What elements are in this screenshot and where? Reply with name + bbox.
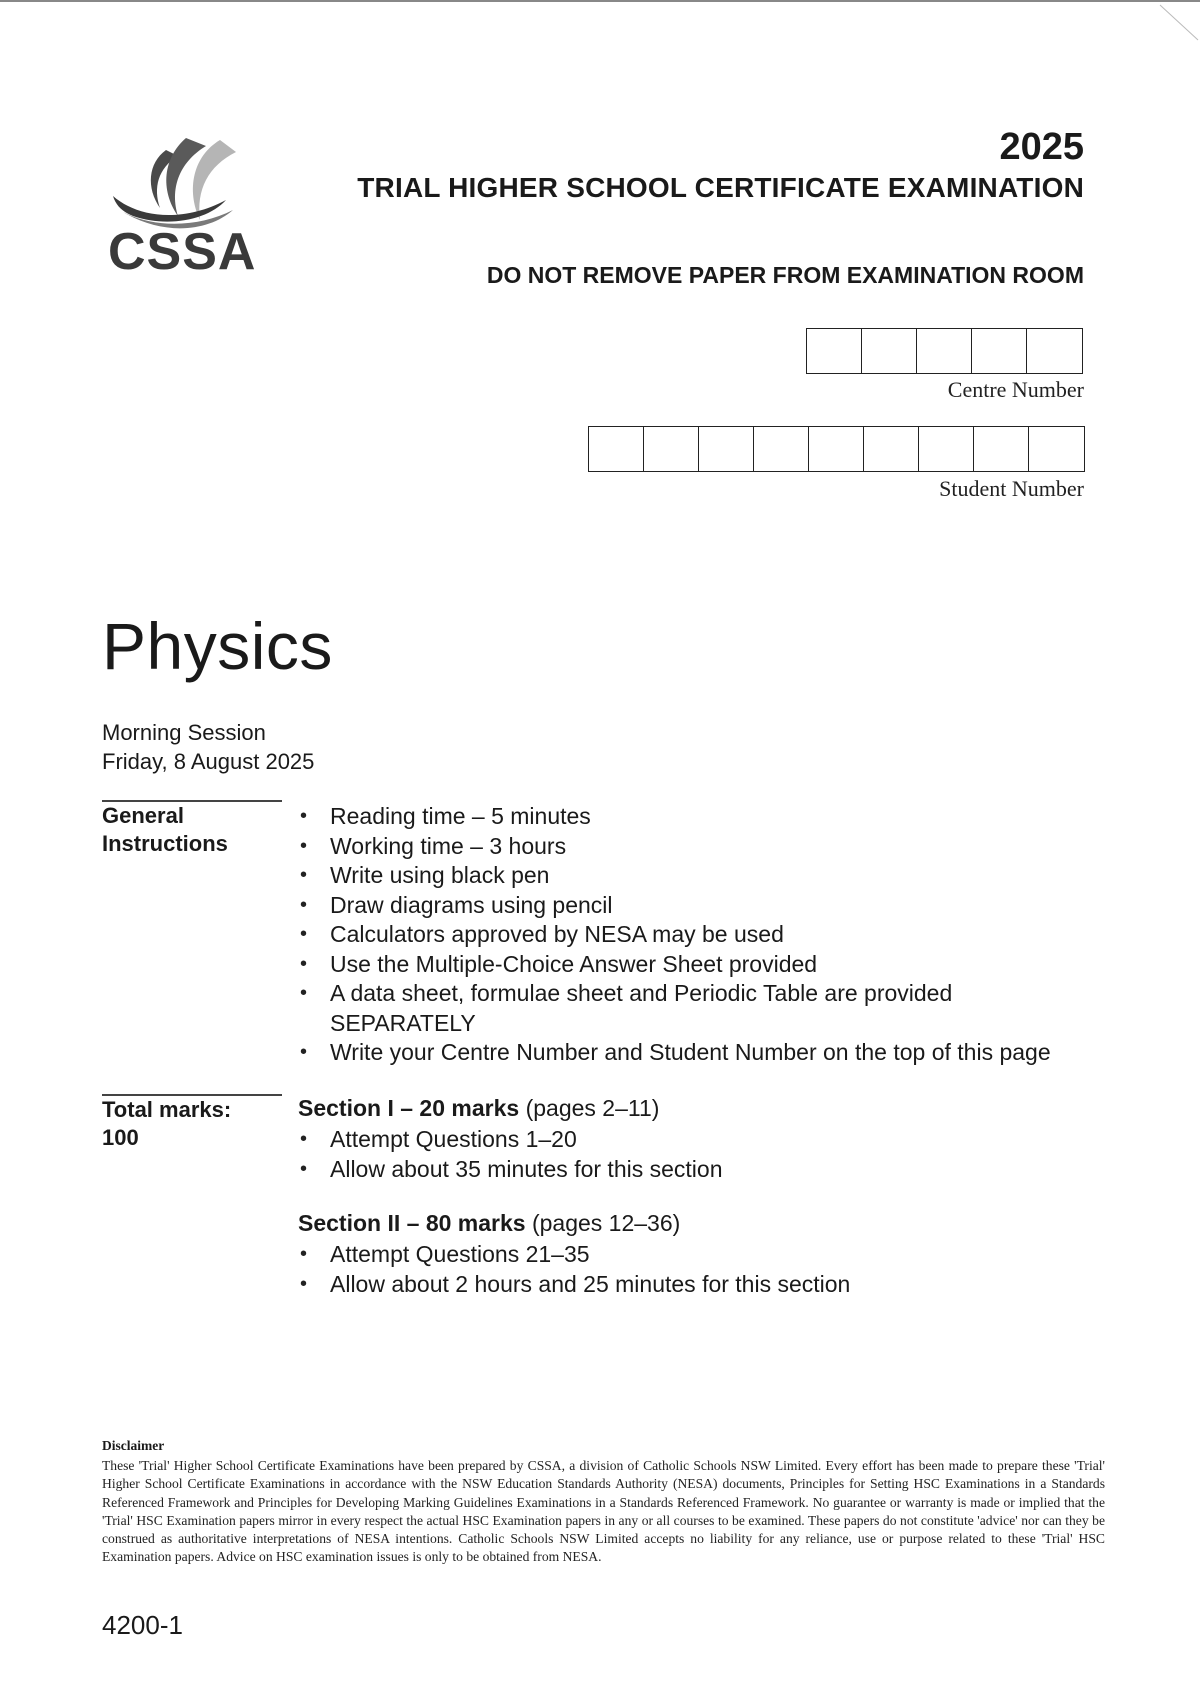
list-item: • Attempt Questions 21–35 xyxy=(300,1240,850,1270)
centre-number-label: Centre Number xyxy=(947,377,1084,402)
total-marks xyxy=(102,1096,231,1152)
exam-year: 2025 xyxy=(999,126,1084,168)
centre-number-boxes[interactable] xyxy=(806,328,1083,374)
list-item: • A data sheet, formulae sheet and Periodic Table are provided xyxy=(300,979,1051,1009)
student-number-cell[interactable] xyxy=(864,427,919,471)
student-number-label: Student Number xyxy=(939,476,1084,501)
centre-number-cell[interactable] xyxy=(862,329,917,373)
heading-line: General xyxy=(102,803,184,828)
section-1-list xyxy=(300,1125,722,1184)
room-notice: DO NOT REMOVE PAPER FROM EXAMINATION ROOM xyxy=(486,262,1084,288)
general-instructions-list xyxy=(300,802,1051,1068)
section-2-pages: (pages 12–36) xyxy=(531,1210,681,1236)
section-2-list xyxy=(300,1240,850,1299)
session-date: Friday, 8 August 2025 xyxy=(102,749,315,774)
scan-corner-mark xyxy=(1150,0,1200,50)
centre-number-cell[interactable] xyxy=(807,329,862,373)
list-item: • Calculators approved by NESA may be used xyxy=(300,920,1051,950)
student-number-cell[interactable] xyxy=(754,427,809,471)
list-item: • Working time – 3 hours xyxy=(300,832,1051,862)
student-number-boxes[interactable] xyxy=(588,426,1085,472)
list-item: • Write your Centre Number and Student Number on the top of this page xyxy=(300,1038,1051,1068)
list-item: • Reading time – 5 minutes xyxy=(300,802,1051,832)
session-name: Morning Session xyxy=(102,720,266,745)
logo-text: CSSA xyxy=(108,223,257,281)
list-item: • Use the Multiple-Choice Answer Sheet provided xyxy=(300,950,1051,980)
student-number-cell[interactable] xyxy=(974,427,1029,471)
student-number-cell[interactable] xyxy=(589,427,644,471)
student-number-cell[interactable] xyxy=(644,427,699,471)
centre-number-cell[interactable] xyxy=(917,329,972,373)
disclaimer-title: Disclaimer xyxy=(102,1438,165,1453)
student-number-cell[interactable] xyxy=(1029,427,1084,471)
disclaimer-body: These 'Trial' Higher School Certificate Examinations have been prepared by CSSA, a division of Catholic Schools NSW Limited. Every effort has been made to prepare these 'Trial' Higher School Certificate Examinations in accordance with the NSW Education Standards Authority (NESA) documents, Principles for Setting HSC Examinations in a Standards Referenced Framework and Principles for Developing Marking Guidelines Examinations in a Standards Referenced Framework. No guarantee or warranty is made or implied that the 'Trial' HSC Examination papers mirror in every respect the actual HSC Examination papers in any or all courses to be examined. These papers do not constitute 'advice' nor can they be construed as authoritative interpretations of NESA intentions. Catholic Schools NSW Limited accepts no liability for any reliance, use or purpose related to these 'Trial' HSC Examination papers. Advice on HSC examination issues is only to be obtained from NESA. xyxy=(102,1458,1105,1565)
list-item: • Allow about 2 hours and 25 minutes for this section xyxy=(300,1270,850,1300)
centre-number-cell[interactable] xyxy=(1027,329,1082,373)
centre-number-cell[interactable] xyxy=(972,329,1027,373)
section-1-title: Section I – 20 marks xyxy=(298,1095,520,1121)
section-2-title: Section II – 80 marks xyxy=(298,1210,526,1236)
section-2-heading xyxy=(298,1210,680,1237)
list-item: • Draw diagrams using pencil xyxy=(300,891,1051,921)
student-number-cell[interactable] xyxy=(919,427,974,471)
list-item-continuation: SEPARATELY xyxy=(330,1009,476,1036)
heading-line: Instructions xyxy=(102,831,228,856)
paper-code: 4200-1 xyxy=(102,1610,183,1640)
total-marks-value: 100 xyxy=(102,1125,139,1150)
session-info xyxy=(102,718,314,776)
exam-title: TRIAL HIGHER SCHOOL CERTIFICATE EXAMINATION xyxy=(357,172,1084,203)
student-number-cell[interactable] xyxy=(809,427,864,471)
scan-edge xyxy=(0,0,1200,2)
section-1-heading xyxy=(298,1095,659,1122)
list-item: • Allow about 35 minutes for this section xyxy=(300,1155,722,1185)
subject-title: Physics xyxy=(102,609,333,683)
list-item: • Attempt Questions 1–20 xyxy=(300,1125,722,1155)
student-number-cell[interactable] xyxy=(699,427,754,471)
list-item: • Write using black pen xyxy=(300,861,1051,891)
total-marks-heading: Total marks: xyxy=(102,1097,232,1122)
general-instructions-heading xyxy=(102,802,228,858)
section-1-pages: (pages 2–11) xyxy=(525,1095,660,1121)
